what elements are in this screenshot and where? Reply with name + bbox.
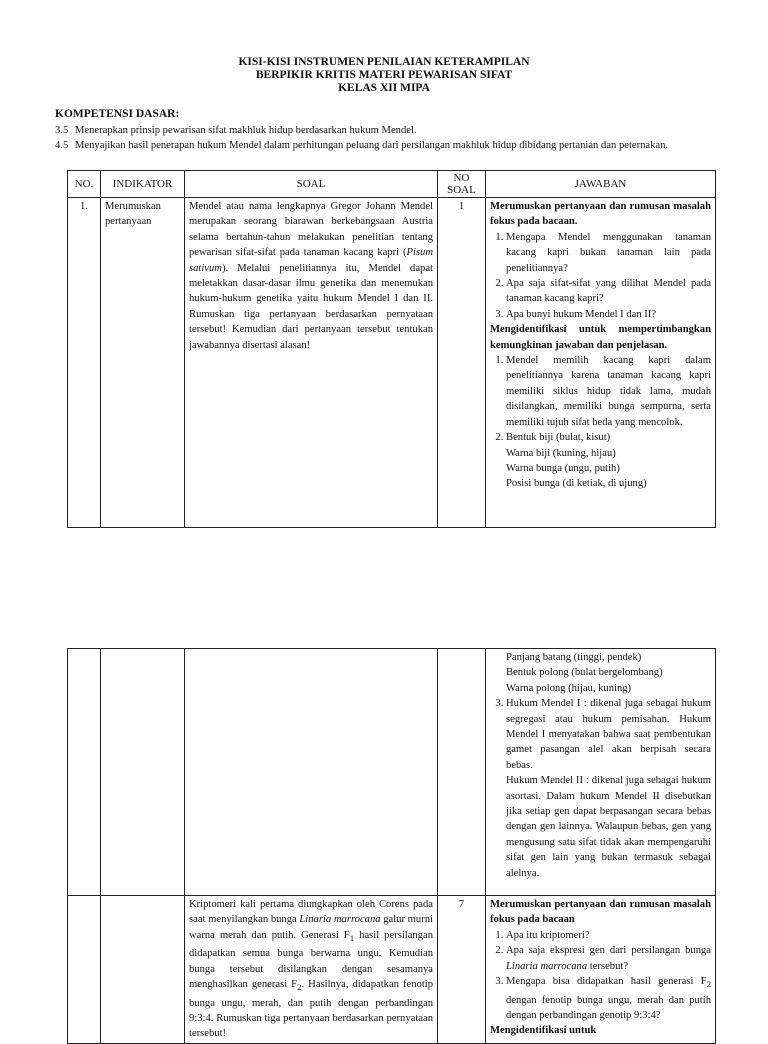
jawaban-cell <box>486 649 716 896</box>
answer-list <box>490 696 711 881</box>
question-list <box>490 230 711 322</box>
jawaban-cell <box>486 896 716 1044</box>
list-item: 2. Apa saja ekspresi gen dari persilangan bunga Linaria marrocana tersebut? <box>506 943 711 974</box>
trait-lines: Panjang batang (tinggi, pendek) Bentuk polong (bulat bergelombang) Warna polong (hijau, kuning) <box>506 652 663 694</box>
document-title-line-1: KISI-KISI INSTRUMEN PENILAIAN KETERAMPILAN <box>238 56 530 68</box>
kompetensi-text: Menerapkan prinsip pewarisan sifat makhluk hidup berdasarkan hukum Mendel. <box>75 125 417 136</box>
list-item: 2. Bentuk biji (bulat, kisut) Warna biji (kuning, hijau) Warna bunga (ungu, putih) Posisi bunga (di ketiak, di ujung) <box>506 430 711 492</box>
soal-cell: Mendel atau nama lengkapnya Gregor Johann Mendel merupakan seorang biarawan berkebangsaan Austria selama bertahun-tahun melakukan penelitian tentang pewarisan sifat-sifat pada tanaman kacang kapri (Pisum sativum). Melalui penelitiannya itu, Mendel dapat meletakkan dasar-dasar ilmu genetika dan menemukan hukum-hukum genetika yaitu hukum Mendel I dan II. Rumuskan tiga pertanyaan berdasarkan pernyataan tersebut! Kemudian dari pertanyaan tersebut tentukan jawabannya disertasi alasan! <box>185 198 438 528</box>
list-item: 1. Mendel memilih kacang kapri dalam penelitiannya karena tanaman kacang kapri memiliki siklus hidup tidak lama, mudah disilangkan, memiliki bunga sempurna, serta memiliki tujuh sifat beda yang mencolok. <box>506 353 711 430</box>
table-row <box>68 198 716 528</box>
header-no: NO. <box>68 171 101 198</box>
assessment-table <box>67 170 716 528</box>
list-item: 3. Hukum Mendel I : dikenal juga sebagai hukum segregasi atau hukum pemisahan. Hukum Mendel I menyatakan bahwa saat pembentukan gamet pasangan alel akan berpisah secara bebas. Hukum Mendel II : dikenal juga sebagai hukum asortasi. Dalam hukum Mendel II disebutkan jika setiap gen dapat berpasangan secara bebas dengan gen lainnya. Walaupun bebas, gen yang mengusung satu sifat tidak akan mempengaruhi sifat gen lain yang bukan termasuk sebagai alelnya. <box>506 696 711 881</box>
table-row <box>68 896 716 1044</box>
no-soal-cell: 1 <box>438 198 486 528</box>
kompetensi-heading: KOMPETENSI DASAR: <box>55 108 180 120</box>
indikator-cell: Merumuskan pertanyaan <box>101 198 185 528</box>
header-jawaban: JAWABAN <box>486 171 716 198</box>
header-soal: SOAL <box>185 171 438 198</box>
list-item: 2. Apa saja sifat-sifat yang dilihat Mendel pada tanaman kacang kapri? <box>506 276 711 307</box>
list-item: 3. Apa bunyi hukum Mendel I dan II? <box>506 307 711 322</box>
header-indikator: INDIKATOR <box>101 171 185 198</box>
table-row <box>68 649 716 896</box>
document-title-line-3: KELAS XII MIPA <box>338 82 430 94</box>
jawaban-heading: Merumuskan pertanyaan dan rumusan masalah fokus pada bacaan. <box>490 201 711 228</box>
question-list <box>490 928 711 1024</box>
list-item: 1. Mengapa Mendel menggunakan tanaman kacang kapri bukan tanaman lain pada penelitiannya? <box>506 230 711 276</box>
jawaban-cell <box>486 198 716 528</box>
list-item: 3. Mengapa bisa didapatkan hasil generasi $F_2$ dengan fenotip bunga ungu, merah dan putih dengan perbandingan genotip 9:3:4? <box>506 974 711 1023</box>
kompetensi-number: 4.5 <box>55 140 69 151</box>
jawaban-heading: Merumuskan pertanyaan dan rumusan masalah fokus pada bacaan <box>490 899 711 926</box>
assessment-table-continued <box>67 648 716 1044</box>
table-header-row <box>68 171 716 198</box>
kompetensi-item <box>55 139 715 152</box>
jawaban-heading: Mengidentifikasi untuk <box>490 1025 597 1037</box>
header-no-soal: NO SOAL <box>438 171 486 198</box>
kompetensi-item <box>55 124 715 137</box>
kompetensi-text: Menyajikan hasil penerapan hukum Mendel dalam perhitungan peluang dari persilangan makhluk hidup dibidang pertanian dan peternakan. <box>75 140 669 151</box>
document-title-line-2: BERPIKIR KRITIS MATERI PEWARISAN SIFAT <box>255 69 513 81</box>
no-soal-cell: 7 <box>438 896 486 1044</box>
list-item: 1. Apa itu kriptomeri? <box>506 928 711 943</box>
jawaban-heading: Mengidentifikasi untuk mempertimbangkan kemungkinan jawaban dan penjelasan. <box>490 324 711 351</box>
kompetensi-number: 3.5 <box>55 125 69 136</box>
row-number: 1. <box>68 198 101 528</box>
soal-cell: Kriptomeri kali pertama diungkapkan oleh Corens pada saat menyilangkan bunga Linaria marrocana galur murni warna merah dan putih. Generasi $F_1$ hasil persilangan didapatkan semua bunga berwarna ungu. Kemudian bunga tersebut disilangkan dengan sesamanya menghasilkan generasi $F_2$. Hasilnya, didapatkan fenotip bunga ungu, merah, dan putih dengan perbandingan 9:3:4. Rumuskan tiga pertanyaan berdasarkan pernyataan tersebut! <box>185 896 438 1044</box>
answer-list <box>490 353 711 492</box>
